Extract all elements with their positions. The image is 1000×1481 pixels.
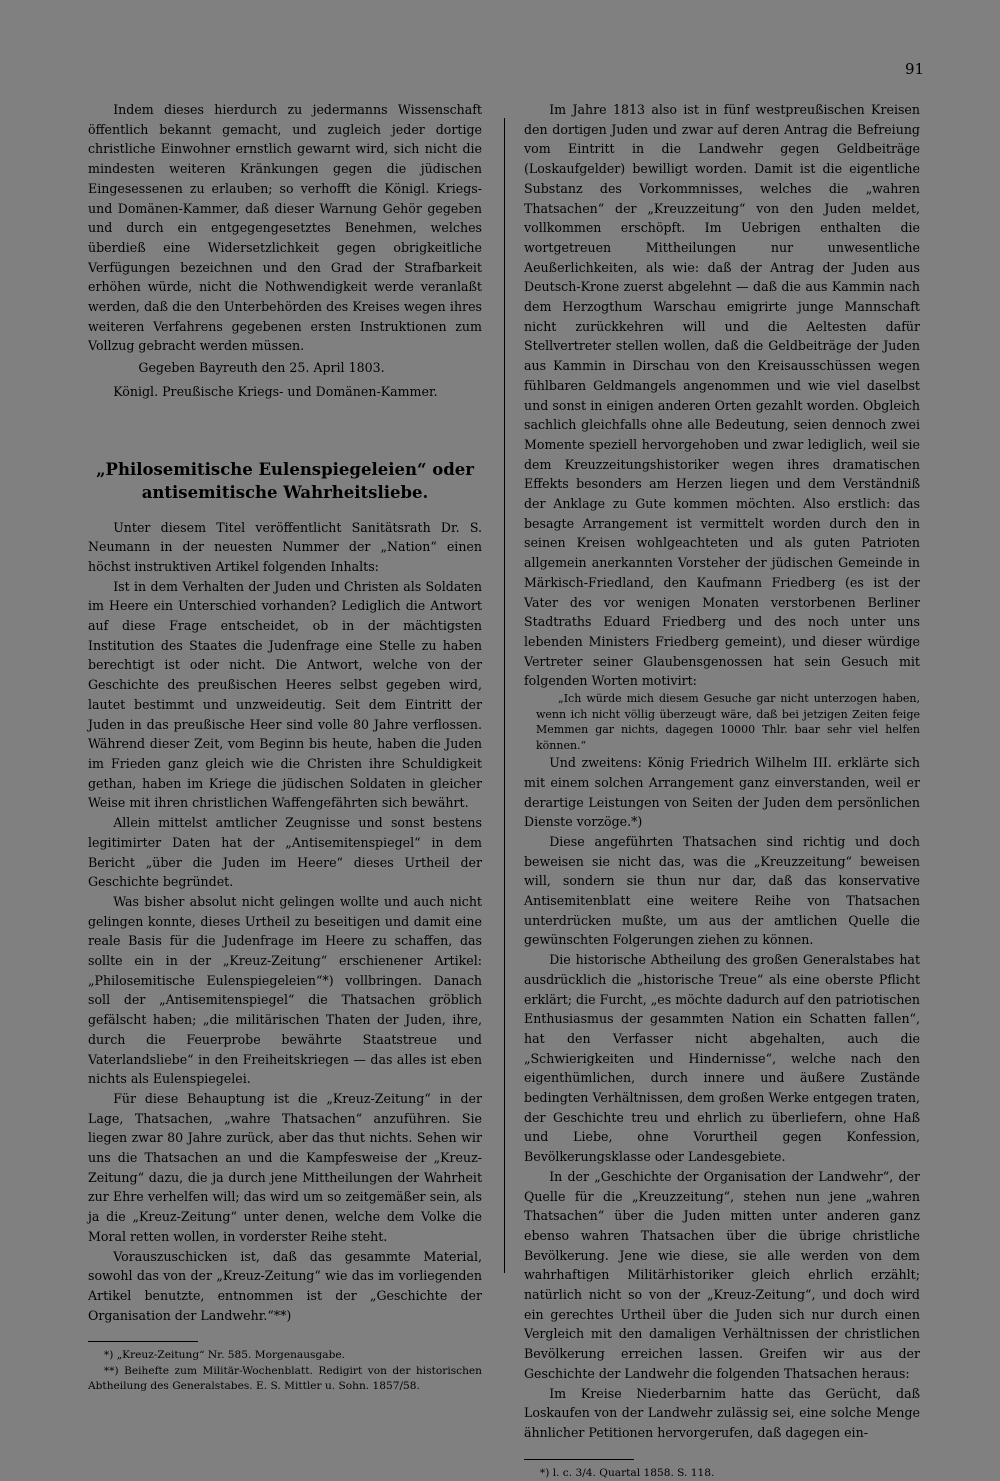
footnote-rule: [88, 1341, 198, 1342]
body-paragraph: In der „Geschichte der Organisation der Landwehr“, der Quelle für die „Kreuzzeitung“, stehen nun jene „wahren Thatsachen“ über die Juden mitten unter anderen ganz ebenso wahren Thatsachen über die übrige christliche Bevölkerung. Jene wie diese, sie alle werden von dem wahrhaftigen Militärhistoriker gleich ehrlich erzählt; natürlich nicht so von der „Kreuz-Zeitung“, und doch wird ein gerechtes Urtheil über die Juden sich nur durch einen Vergleich mit den damaligen Verhältnissen der christlichen Bevölkerung erreichen lassen. Greifen wir aus der Geschichte der Landwehr die folgenden Thatsachen heraus:: [524, 1168, 920, 1381]
signature-line: Königl. Preußische Kriegs- und Domänen-Kammer.: [113, 383, 438, 399]
column-divider: [504, 118, 505, 1273]
body-paragraph: Diese angeführten Thatsachen sind richtig und doch beweisen sie nicht das, was die „Kreuzzeitung“ beweisen will, sondern sie thun nur dar, daß das konservative Antisemitenblatt eine weitere Reihe von Thatsachen unterdrücken mußte, um aus der amtlichen Quelle die gewünschten Folgerungen ziehen zu können.: [524, 833, 920, 948]
footnote: *) l. c. 3/4. Quartal 1858. S. 118.: [539, 1466, 715, 1479]
body-paragraph: Im Kreise Niederbarnim hatte das Gerücht, daß Loskaufen von der Landwehr zulässig sei, eine solche Menge ähnlicher Petitionen hervorgerufen, daß dagegen ein-: [524, 1385, 920, 1440]
right-column: [524, 100, 920, 1481]
body-paragraph: Unter diesem Titel veröffentlicht Sanitätsrath Dr. S. Neumann in der neuesten Nummer der „Nation“ einen höchst instruktiven Artikel folgenden Inhalts:: [88, 519, 482, 574]
block-quote: „Ich würde mich diesem Gesuche gar nicht unterzogen haben, wenn ich nicht völlig überzeugt wäre, daß bei jetzigen Zeiten feige Memmen gar nichts, dagegen 10000 Thlr. baar sehr viel helfen können.“: [536, 692, 920, 752]
body-paragraph: Was bisher absolut nicht gelingen wollte und auch nicht gelingen konnte, dieses Urtheil zu beseitigen und damit eine reale Basis für die Judenfrage im Heere zu schaffen, das sollte ein in der „Kreuz-Zeitung“ erschienener Artikel: „Philosemitische Eulenspiegeleien“*) vollbringen. Danach soll der „Antisemitenspiegel“ die Thatsachen gröblich gefälscht haben; „die militärischen Thaten der Juden, ihre, durch die Feuerprobe bewährte Staatstreue und Vaterlandsliebe“ in den Freiheitskriegen — das alles ist eben nichts als Eulenspiegelei.: [88, 893, 482, 1087]
date-line: Gegeben Bayreuth den 25. April 1803.: [138, 360, 385, 376]
footnote: **) Beihefte zum Militär-Wochenblatt. Redigirt von der historischen Abtheilung des Generalstabes. E. S. Mittler u. Sohn. 1857/58.: [88, 1364, 482, 1393]
page-number: 91: [905, 60, 925, 78]
body-paragraph: Ist in dem Verhalten der Juden und Christen als Soldaten im Heere ein Unterschied vorhanden? Lediglich die Antwort auf diese Frage entscheidet, ob in der mächtigsten Institution des Staates die Judenfrage eine Stelle zu haben berechtigt ist oder nicht. Die Antwort, welche von der Geschichte des preußischen Heeres selbst gegeben wird, lautet bestimmt und unzweideutig. Seit dem Eintritt der Juden in das preußische Heer sind volle 80 Jahre verflossen. Während dieser Zeit, vom Beginn bis heute, haben die Juden im Frieden ganz gleich wie die Christen ihre Schuldigkeit gethan, haben im Kriege die jüdischen Soldaten in gleicher Weise mit ihren christlichen Waffengefährten sich bewährt.: [88, 578, 482, 811]
title-line-2: antisemitische Wahrheitsliebe.: [141, 482, 429, 502]
left-column: [88, 100, 482, 1395]
body-paragraph: Vorauszuschicken ist, daß das gesammte Material, sowohl das von der „Kreuz-Zeitung“ wie das im vorliegenden Artikel benutzte, entnommen ist der „Geschichte der Organisation der Landwehr.“**): [88, 1248, 482, 1323]
title-line-1: „Philosemitische Eulenspiegeleien“ oder: [96, 459, 474, 479]
body-paragraph: Für diese Behauptung ist die „Kreuz-Zeitung“ in der Lage, Thatsachen, „wahre Thatsachen“ anzuführen. Sie liegen zwar 80 Jahre zurück, aber das thut nichts. Sehen wir uns die Thatsachen an und die Kampfesweise der „Kreuz-Zeitung“ dazu, die ja durch jene Mittheilungen der Wahrheit zur Ehre verhelfen will; das wird um so zeitgemäßer sein, als ja die „Kreuz-Zeitung“ unter denen, welche dem Volke die Moral retten wollen, in vorderster Reihe steht.: [88, 1090, 482, 1244]
footnote-rule: [524, 1459, 634, 1460]
body-paragraph: Im Jahre 1813 also ist in fünf westpreußischen Kreisen den dortigen Juden und zwar auf deren Antrag die Befreiung vom Eintritt in die Landwehr gegen Geldbeiträge (Loskaufgelder) bewilligt worden. Damit ist die eigentliche Substanz des Vorkommnisses, welches die „wahren Thatsachen“ der „Kreuzzeitung“ von den Juden meldet, vollkommen erschöpft. Im Uebrigen enthalten die wortgetreuen Mittheilungen nur unwesentliche Aeußerlichkeiten, als wie: daß der Antrag der Juden aus Deutsch-Krone zuerst abgelehnt — daß die aus Kammin nach dem Herzogthum Warschau emigrirte junge Mannschaft nicht zurückkehren will und die Aeltesten dafür Stellvertreter stellen wollen, daß die Geldbeiträge der Juden aus Kammin in Dirschau von den Kreisausschüssen wegen fühlbaren Geldmangels angenommen und wie viel daselbst und sonst in einigen anderen Orten gezahlt worden. Obgleich sachlich gleichfalls ohne alle Bedeutung, seien dennoch zwei Momente speziell hervorgehoben und zwar lediglich, weil sie dem Kreuzzeitungshistoriker wegen ihres dramatischen Effekts besonders am Herzen liegen und dem Verständniß der Anklage zu Gute kommen möchten. Also erstlich: das besagte Arrangement ist vermittelt worden durch den in seinen Kreisen wohlgeachteten und als guten Patrioten allgemein anerkannten Vorsteher der jüdischen Gemeinde in Märkisch-Friedland, den Kaufmann Friedberg (es ist der Vater des vor wenigen Monaten verstorbenen Berliner Stadtraths Eduard Friedberg und des noch unter uns lebenden Ministers Friedberg gemeint), und dieser würdige Vertreter seiner Glaubensgenossen hat sein Gesuch mit folgenden Worten motivirt:: [524, 102, 920, 689]
article-title: [88, 458, 482, 504]
body-paragraph: Allein mittelst amtlicher Zeugnisse und sonst bestens legitimirter Daten hat der „Antisemitenspiegel“ in dem Bericht „über die Juden im Heere“ dieses Urtheil der Geschichte begründet.: [88, 815, 482, 890]
body-paragraph: Und zweitens: König Friedrich Wilhelm III. erklärte sich mit einem solchen Arrangement ganz einverstanden, weil er derartige Leistungen von Seiten der Juden dem persönlichen Dienste vorzöge.*): [524, 755, 920, 830]
footnote: *) „Kreuz-Zeitung“ Nr. 585. Morgenausgabe.: [103, 1349, 346, 1362]
intro-paragraph: Indem dieses hierdurch zu jedermanns Wissenschaft öffentlich bekannt gemacht, und zugleich jeder dortige christliche Einwohner ernstlich gewarnt wird, sich nicht die mindesten weiteren Kränkungen gegen die jüdischen Eingesessenen zu erlauben; so verhofft die Königl. Kriegs- und Domänen-Kammer, daß dieser Warnung Gehör gegeben und durch ein entgegengesetztes Benehmen, welches überdieß eine Widersetzlichkeit gegen obrigkeitliche Verfügungen bezeichnen und den Grad der Strafbarkeit erhöhen würde, nicht die Nothwendigkeit werde veranlaßt werden, daß die den Unterbehörden des Kreises wegen ihres weiteren Verfahrens gegebenen ersten Instruktionen zum Vollzug gebracht werden müssen.: [88, 102, 482, 354]
body-paragraph: Die historische Abtheilung des großen Generalstabes hat ausdrücklich die „historische Treue“ als eine oberste Pflicht erklärt; die Furcht, „es möchte dadurch auf den patriotischen Enthusiasmus der gesammten Nation ein Schatten fallen“, hat den Verfasser nicht abgehalten, auch die „Schwierigkeiten und Hindernisse“, welche nach den eigenthümlichen, durch innere und äußere Zustände bedingten Verhältnissen, dem großen Werke entgegen traten, der Geschichte treu und ehrlich zu überliefern, ohne Haß und Liebe, ohne Vorurtheil gegen Konfession, Bevölkerungsklasse oder Landesgebiete.: [524, 952, 920, 1165]
